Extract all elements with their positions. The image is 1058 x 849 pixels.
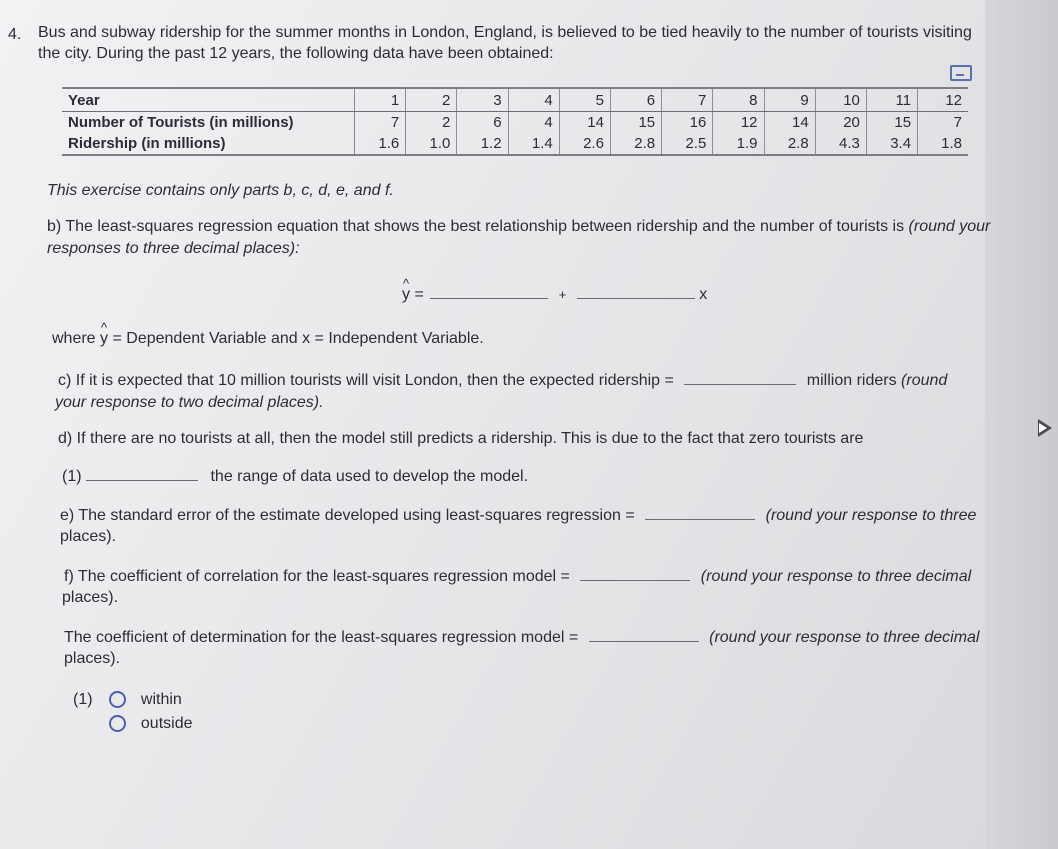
year-cell: 3	[457, 88, 508, 112]
choice-label-within: within	[140, 691, 182, 708]
question-text: Bus and subway ridership for the summer months in London, England, is believed to be tied heavily to the number of tourists visiting the city. During the past 12 years, the following data have been obtained:	[38, 24, 972, 62]
ridership-cell: 2.6	[559, 132, 610, 155]
part-b-text: b) The least-squares regression equation that shows the best relationship between ridership and the number of tourists is	[47, 218, 905, 235]
year-cell: 7	[662, 88, 713, 112]
ridership-cell: 2.5	[662, 132, 713, 155]
correlation-input[interactable]	[580, 566, 690, 581]
determination-input[interactable]	[589, 627, 699, 642]
part-d-answer-line	[62, 466, 528, 486]
year-cell: 4	[508, 88, 559, 112]
tourists-cell: 14	[559, 112, 610, 133]
ridership-cell: 1.2	[457, 132, 508, 155]
part-c-note: (round	[901, 372, 948, 389]
row-label-ridership: Ridership (in millions)	[62, 132, 355, 155]
within-outside-dropdown[interactable]	[86, 466, 198, 481]
part-c-note-line2: your response to two decimal places).	[55, 394, 324, 411]
ridership-cell: 2.8	[764, 132, 815, 155]
row-label-year: Year	[62, 88, 355, 112]
part-b-question	[47, 216, 992, 260]
year-cell: 2	[406, 88, 457, 112]
ridership-cell: 2.8	[610, 132, 661, 155]
tourists-cell: 20	[815, 112, 866, 133]
year-cell: 11	[866, 88, 917, 112]
year-cell: 12	[918, 88, 968, 112]
copy-data-icon[interactable]	[950, 65, 972, 81]
radio-within[interactable]	[109, 691, 126, 708]
part-c-unit: million riders	[806, 372, 897, 389]
ridership-cell: 1.9	[713, 132, 764, 155]
part-e-question	[60, 505, 976, 525]
determination-note: (round your response to three decimal	[709, 629, 980, 646]
x-symbol: x	[699, 286, 708, 303]
ridership-cell: 1.6	[355, 132, 406, 155]
tourists-cell: 15	[866, 112, 917, 133]
table-row-year	[62, 88, 968, 112]
choice-list	[73, 691, 193, 739]
ridership-cell: 3.4	[866, 132, 917, 155]
tourists-cell: 6	[457, 112, 508, 133]
year-cell: 8	[713, 88, 764, 112]
determination-note-line2: places).	[64, 650, 121, 667]
ridership-cell: 4.3	[815, 132, 866, 155]
standard-error-input[interactable]	[645, 505, 755, 520]
plus-sign: +	[558, 287, 567, 302]
table-row-tourists	[62, 112, 968, 133]
table-row-ridership	[62, 132, 968, 155]
ridership-cell: 1.4	[508, 132, 559, 155]
tourists-cell: 4	[508, 112, 559, 133]
tourists-cell: 12	[713, 112, 764, 133]
year-cell: 10	[815, 88, 866, 112]
part-f-note: (round your response to three decimal	[700, 568, 972, 585]
choice-marker: (1)	[73, 691, 93, 708]
year-cell: 6	[610, 88, 661, 112]
year-cell: 5	[559, 88, 610, 112]
regression-equation	[402, 284, 707, 304]
question-number: 4.	[8, 26, 22, 43]
year-cell: 9	[764, 88, 815, 112]
choice-outside[interactable]	[73, 715, 193, 739]
tourists-cell: 14	[764, 112, 815, 133]
tourists-cell: 16	[662, 112, 713, 133]
row-label-tourists: Number of Tourists (in millions)	[68, 113, 294, 131]
tourists-cell: 7	[918, 112, 968, 133]
part-f-text: f) The coefficient of correlation for the least-squares regression model =	[64, 568, 570, 585]
determination-text: The coefficient of determination for the least-squares regression model =	[64, 629, 579, 646]
intercept-input[interactable]	[430, 284, 548, 299]
part-c-question	[58, 370, 947, 390]
choice-label-outside: outside	[140, 715, 193, 732]
exercise-intro: This exercise contains only parts b, c, d, e, and f.	[47, 182, 394, 199]
part-e-text: e) The standard error of the estimate developed using least-squares regression =	[60, 507, 635, 524]
part-f-note-line2: places).	[62, 589, 119, 606]
choice-within[interactable]	[73, 691, 193, 715]
data-table	[62, 87, 968, 156]
determination-question	[64, 627, 979, 647]
slope-input[interactable]	[577, 284, 695, 299]
ridership-cell: 1.8	[918, 132, 968, 155]
ridership-prediction-input[interactable]	[684, 370, 796, 385]
tourists-cell: 2	[406, 112, 457, 133]
year-cell: 1	[355, 88, 406, 112]
tourists-cell: 7	[355, 112, 406, 133]
part-d-question: d) If there are no tourists at all, then the model still predicts a ridership. This is due to the fact that zero tourists are	[58, 430, 864, 447]
mouse-cursor-fill	[1039, 423, 1047, 433]
where-definition	[52, 330, 484, 348]
part-e-note-line2: places).	[60, 528, 117, 545]
part-d-marker: (1)	[62, 468, 82, 485]
part-e-note: (round your response to three	[765, 507, 977, 524]
tourists-cell: 15	[610, 112, 661, 133]
where-prefix: where	[52, 330, 96, 347]
y-hat-symbol: ^ y	[402, 286, 410, 304]
part-f-question	[64, 566, 971, 586]
part-d-suffix: the range of data used to develop the model.	[210, 468, 529, 485]
y-hat-symbol-where: ^ y	[100, 330, 108, 348]
equals-sign: =	[414, 286, 424, 303]
where-suffix: = Dependent Variable and x = Independent Variable.	[112, 330, 484, 347]
part-c-text: c) If it is expected that 10 million tourists will visit London, then the expected ridership =	[58, 372, 674, 389]
radio-outside[interactable]	[109, 715, 126, 732]
ridership-cell: 1.0	[406, 132, 457, 155]
part-b-note: (round your responses to three decimal places):	[47, 218, 991, 257]
